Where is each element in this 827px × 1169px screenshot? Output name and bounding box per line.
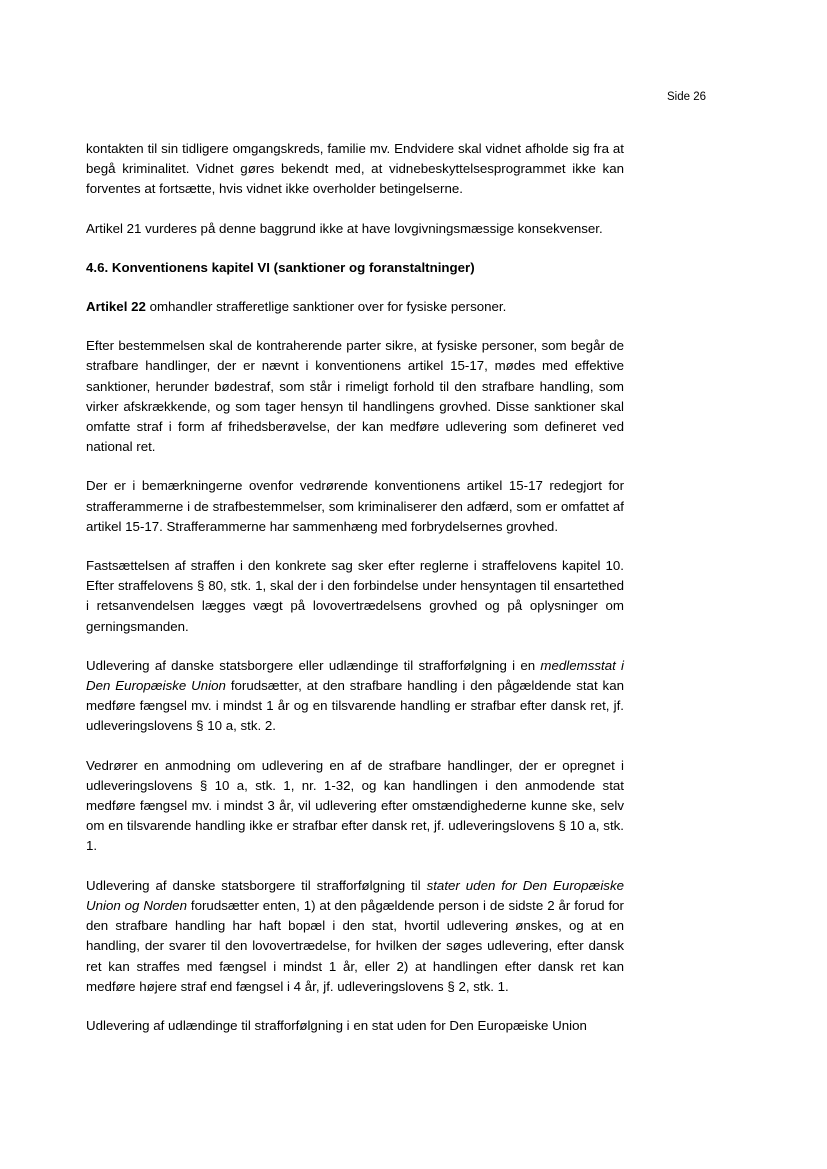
document-body — [86, 139, 624, 1055]
paragraph-sanctions: Efter bestemmelsen skal de kontraherende parter sikre, at fysiske personer, som begår de strafbare handlinger, der er nævnt i konventionens artikel 15-17, mødes med effektive sanktioner, herunder bødestraf, som står i rimeligt forhold til den strafbare handling, som virker afskrækkende, og som tager hensyn til handlingens grovhed. Disse sanktioner skal omfatte straf i form af frihedsberøvelse, der kan medføre udlevering som defineret ved national ret. — [86, 338, 624, 455]
section-heading-4-6: 4.6. Konventionens kapitel VI (sanktioner og foranstaltninger) — [86, 259, 475, 275]
paragraph-article-22 — [86, 297, 624, 317]
italic-eu-member-state: medlemsstat i Den Europæiske Union — [86, 657, 624, 694]
paragraph-foreigners-extradition: Udlevering af udlændinge til strafforfølgning i en stat uden for Den Europæiske Union — [86, 1017, 587, 1033]
article-22-text: omhandler strafferetlige sanktioner over for fysiske personer. — [145, 299, 507, 315]
text-span: Udlevering af danske statsborgere til strafforfølgning til — [86, 877, 427, 893]
paragraph-sentencing: Fastsættelsen af straffen i den konkrete sag sker efter reglerne i straffelovens kapitel 10. Efter straffelovens § 80, stk. 1, skal der i den forbindelse under hensyntagen til ensartethed i retsanvendelsen lægges vægt på lovovertrædelsens grovhed og på oplysninger om gerningsmanden. — [86, 558, 624, 634]
article-22-label: Artikel 22 — [86, 299, 146, 315]
italic-non-eu-states: stater uden for Den Europæiske Union og Norden — [86, 877, 624, 913]
paragraph-listed-offences: Vedrører en anmodning om udlevering en af de strafbare handlinger, der er opregnet i udleveringslovens § 10 a, stk. 1, nr. 1-32, og kan handlingen i den anmodende stat medføre fængsel mv. i mindst 3 år, vil udlevering efter omstændighederne kunne ske, selv om en tilsvarende handling ikke er strafbar efter dansk ret, jf. udleveringslovens § 10 a, stk. 1. — [86, 757, 624, 854]
text-span: Udlevering af danske statsborgere eller udlændinge til strafforfølgning i en — [86, 657, 541, 673]
paragraph-article-21: Artikel 21 vurderes på denne baggrund ikke at have lovgivningsmæssige konsekvenser. — [86, 220, 603, 236]
paragraph-witness-conditions: kontakten til sin tidligere omgangskreds, familie mv. Endvidere skal vidnet afholde sig fra at begå kriminalitet. Vidnet gøres bekendt med, at vidnebeskyttelsesprogrammet ikke kan forventes at fortsætte, hvis vidnet ikke overholder betingelserne. — [86, 141, 624, 197]
paragraph-eu-extradition — [86, 656, 624, 737]
page-number: Side 26 — [666, 91, 706, 103]
paragraph-non-eu-extradition — [86, 876, 624, 997]
text-span: forudsætter, at den strafbare handling i den pågældende stat kan medføre fængsel mv. i mindst 1 år og en tilsvarende handling er strafbar efter dansk ret, jf. udleveringslovens § 10 a, stk. 2. — [86, 678, 624, 734]
paragraph-penalty-frames: Der er i bemærkningerne ovenfor vedrørende konventionens artikel 15-17 redegjort for strafferammerne i de strafbestemmelser, som kriminaliserer den adfærd, som er omfattet af artikel 15-17. Strafferammerne har sammenhæng med forbrydelsernes grovhed. — [86, 478, 624, 534]
text-span: forudsætter enten, 1) at den pågældende person i de sidste 2 år forud for den strafbare handling har haft bopæl i den stat, hvortil udlevering ønskes, og at en handling, der svarer til den lovovertrædelse, for hvilken der søges udlevering, efter dansk ret kan straffes med fængsel i mindst 1 år, eller 2) at handlingen efter dansk ret kan medføre højere straf end fængsel i 4 år, jf. udleveringslovens § 2, stk. 1. — [86, 897, 624, 994]
